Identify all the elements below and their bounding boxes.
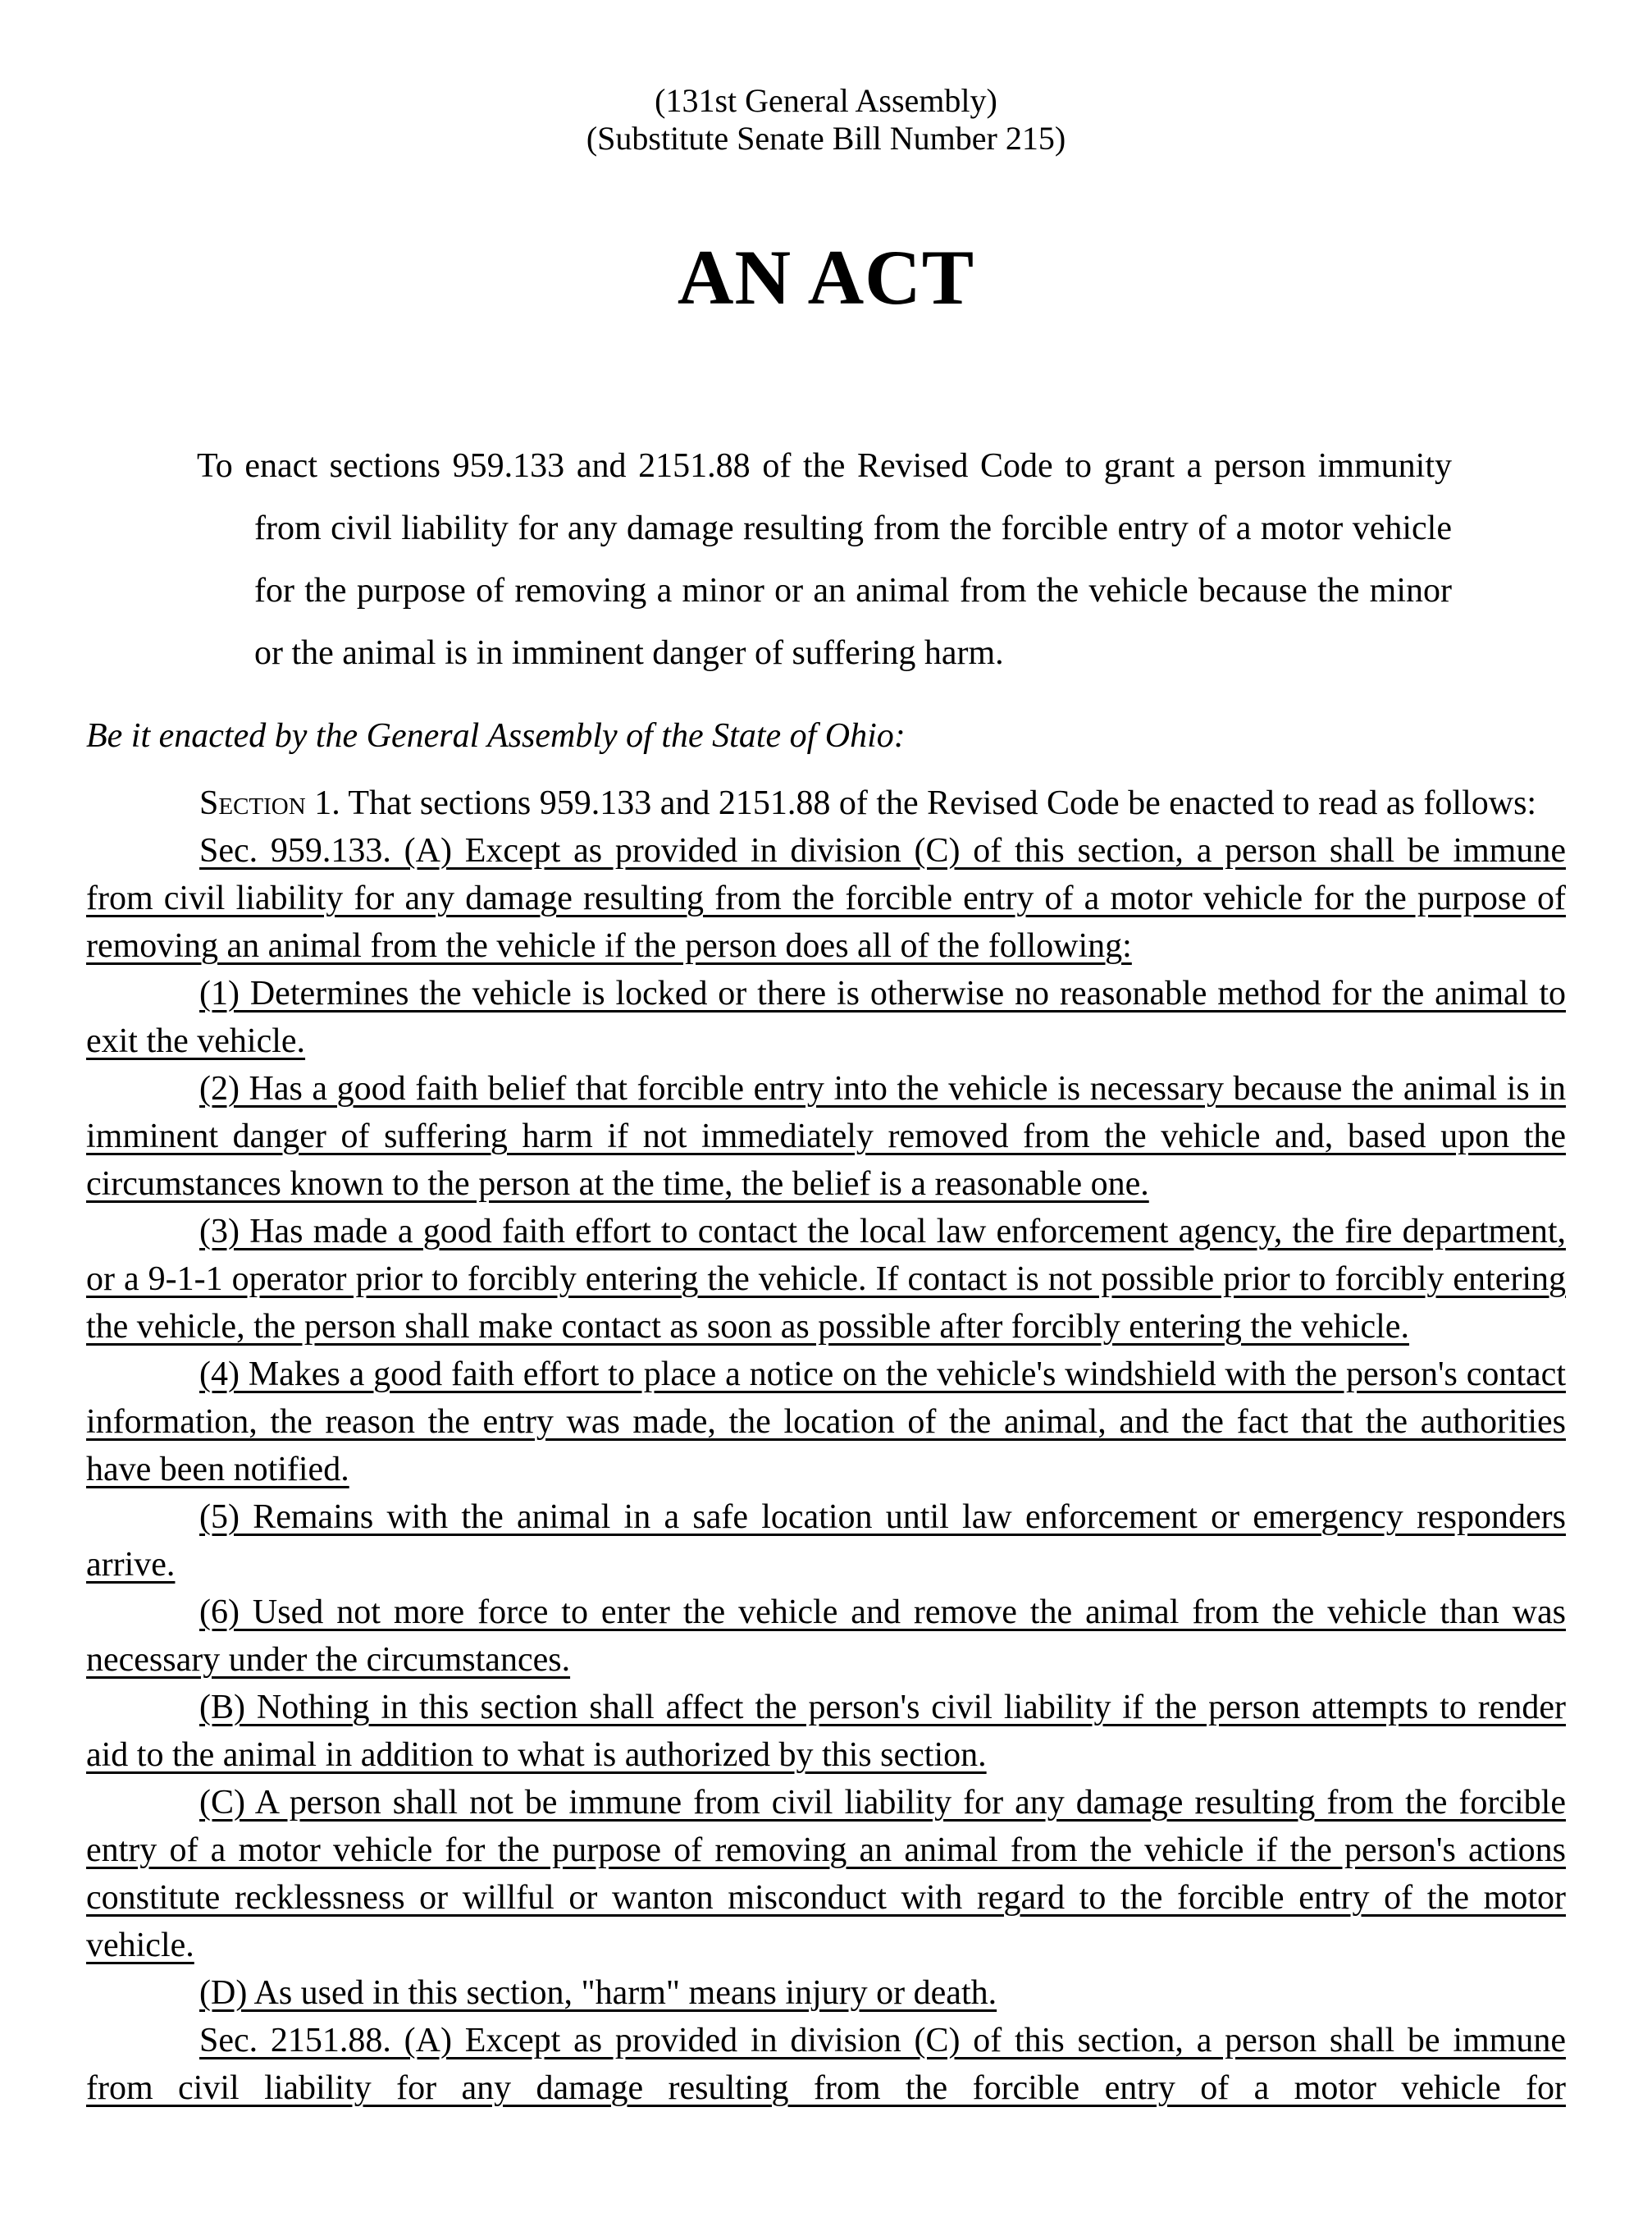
statute-division-B: (B) Nothing in this section shall affect the person's civil liability if the person attempts to render aid to the animal in addition to what is authorized by this section.: [86, 1689, 1566, 1774]
statute-division-C: (C) A person shall not be immune from civil liability for any damage resulting from the forcible entry of a motor vehicle for the purpose of removing an animal from the vehicle if the person's actions constitute recklessness or willful or wanton misconduct with regard to the forcible entry of the motor vehicle.: [86, 1784, 1566, 1964]
statute-item-6: (6) Used not more force to enter the vehicle and remove the animal from the vehicle than was necessary under the circumstances.: [86, 1593, 1566, 1679]
statute-item-1: (1) Determines the vehicle is locked or there is otherwise no reasonable method for the animal to exit the vehicle.: [86, 975, 1566, 1060]
section-1-paragraph: [86, 779, 1566, 827]
statute-item-3: (3) Has made a good faith effort to contact the local law enforcement agency, the fire department, or a 9-1-1 operator prior to forcibly entering the vehicle. If contact is not possible prior to forcibly entering the vehicle, the person shall make contact as soon as possible after forcibly entering the vehicle.: [86, 1213, 1566, 1346]
statute-division-D: (D) As used in this section, "harm" means injury or death.: [199, 1974, 997, 2012]
statute-item-4: (4) Makes a good faith effort to place a notice on the vehicle's windshield with the person's contact information, the reason the entry was made, the location of the animal, and the fact that the authorities have been notified.: [86, 1355, 1566, 1488]
act-title: AN ACT: [677, 234, 975, 321]
bill-header: [86, 82, 1566, 158]
bill-number-line: (Substitute Senate Bill Number 215): [586, 120, 1066, 157]
section-label: Section: [199, 784, 306, 822]
statute-paragraph-sec-2151-88-A: Sec. 2151.88. (A) Except as provided in division (C) of this section, a person shall be immune from civil liability for any damage resulting from the forcible entry of a motor vehicle for: [86, 2022, 1566, 2107]
enacting-clause: Be it enacted by the General Assembly of the State of Ohio:: [86, 717, 906, 755]
bill-body: [86, 779, 1566, 2112]
statute-paragraph-sec-959-133-A: Sec. 959.133. (A) Except as provided in division (C) of this section, a person shall be immune from civil liability for any damage resulting from the forcible entry of a motor vehicle for the purpose of removing an animal from the vehicle if the person does all of the following:: [86, 832, 1566, 965]
statute-item-2: (2) Has a good faith belief that forcible entry into the vehicle is necessary because the animal is in imminent danger of suffering harm if not immediately removed from the vehicle and, based upon the circumstances known to the person at the time, the belief is a reasonable one.: [86, 1070, 1566, 1203]
section-1-text: 1. That sections 959.133 and 2151.88 of the Revised Code be enacted to read as follows:: [305, 784, 1537, 822]
general-assembly-line: (131st General Assembly): [655, 82, 997, 119]
statute-item-5: (5) Remains with the animal in a safe location until law enforcement or emergency responders arrive.: [86, 1498, 1566, 1584]
preamble: To enact sections 959.133 and 2151.88 of the Revised Code to grant a person immunity from civil liability for any damage resulting from the forcible entry of a motor vehicle for the purpose of removing a minor or an animal from the vehicle because the minor or the animal is in imminent danger of suffering harm.: [197, 447, 1452, 672]
